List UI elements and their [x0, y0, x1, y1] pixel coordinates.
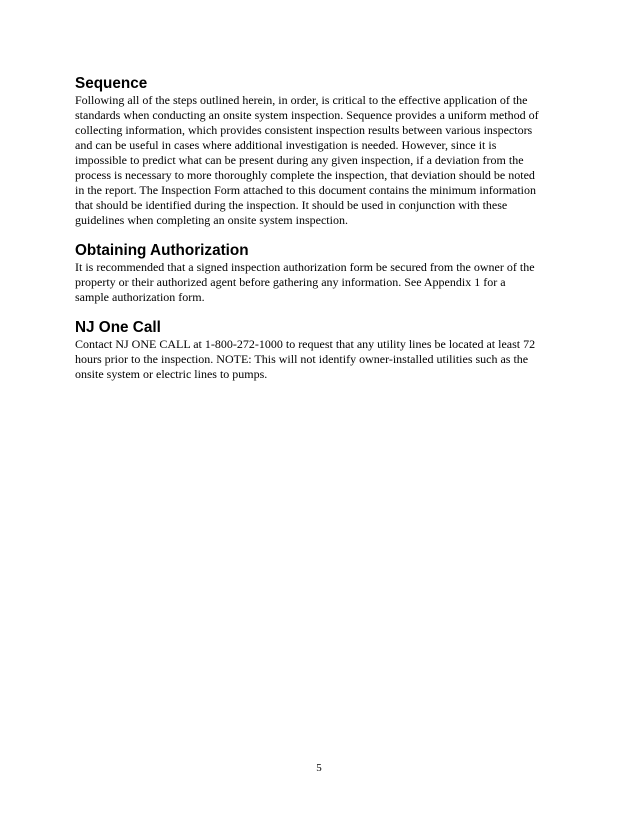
section-body: Contact NJ ONE CALL at 1-800-272-1000 to request that any utility lines be located at least 72 hours prior to the inspection. NOTE: This will not identify owner-installed utilities such as the onsite system or electric lines to pumps. — [75, 337, 536, 381]
section-obtaining-authorization — [75, 242, 565, 305]
page-content — [75, 75, 565, 382]
section-heading: NJ One Call — [75, 319, 161, 336]
section-nj-one-call — [75, 319, 565, 382]
section-body: Following all of the steps outlined herein, in order, is critical to the effective application of the standards when conducting an onsite system inspection. Sequence provides a uniform method of collecting information, which provides consistent inspection results between various inspectors and can be useful in cases where additional investigation is needed. However, since it is impossible to predict what can be present during any given inspection, if a deviation from the process is necessary to more thoroughly complete the inspection, that deviation should be noted in the report. The Inspection Form attached to this document contains the minimum information that should be identified during the inspection. It should be used in conjunction with these guidelines when completing an onsite system inspection. — [75, 93, 539, 227]
section-sequence — [75, 75, 565, 228]
section-body: It is recommended that a signed inspection authorization form be secured from the owner of the property or their authorized agent before gathering any information. See Appendix 1 for a sample authorization form. — [75, 260, 535, 304]
page-number: 5 — [316, 762, 322, 774]
section-heading: Obtaining Authorization — [75, 242, 249, 259]
section-heading: Sequence — [75, 75, 148, 92]
